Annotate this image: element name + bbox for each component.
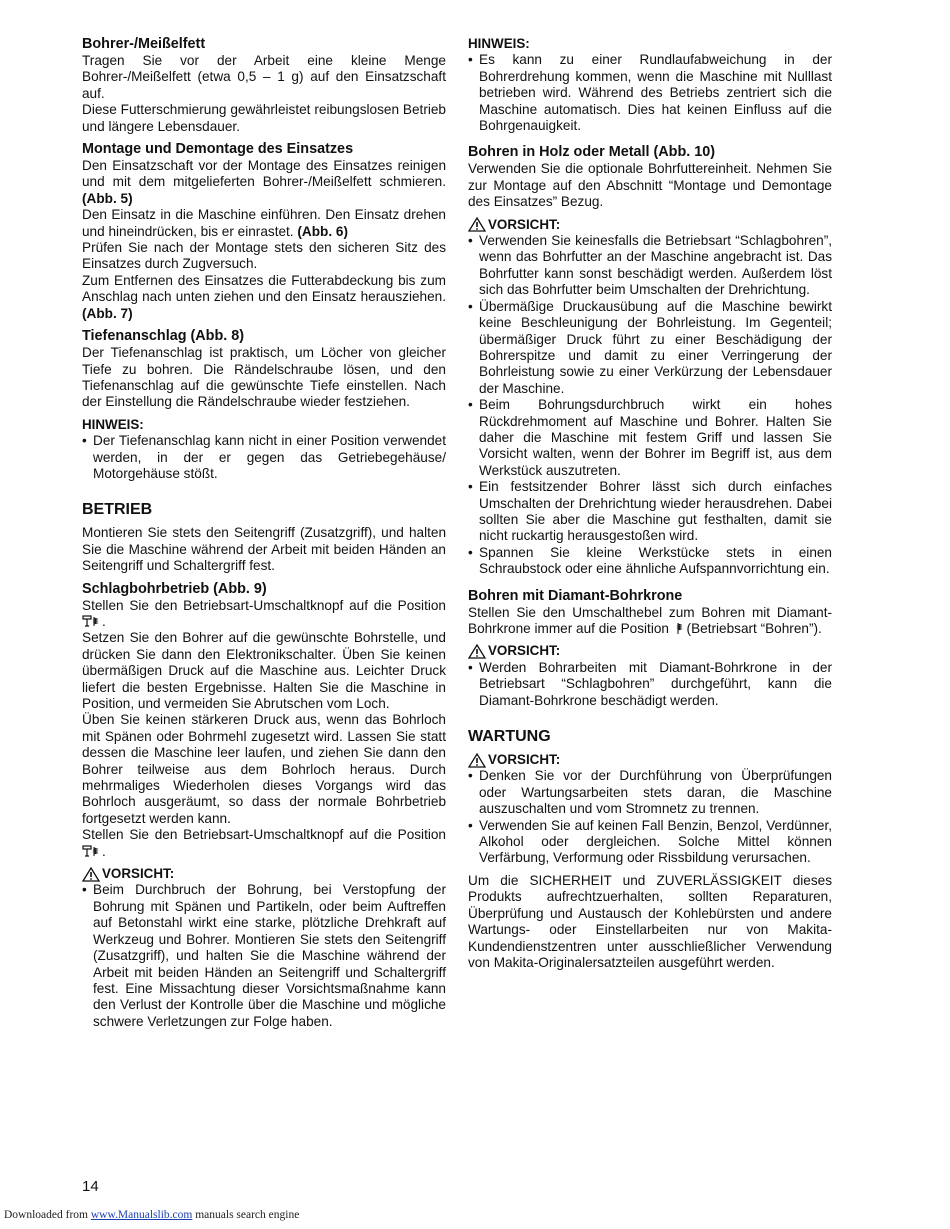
- caution-label: VORSICHT:: [468, 217, 832, 233]
- manualslib-link[interactable]: www.Manualslib.com: [90, 1209, 193, 1221]
- paragraph: Den Einsatz in die Maschine einführen. Den Einsatz drehen und hineindrücken, bis er einrastet. (Abb. 6): [82, 207, 446, 239]
- caution-label: VORSICHT:: [468, 752, 832, 768]
- drill-bit-icon: [673, 622, 683, 635]
- paragraph: Stellen Sie den Betriebsart-Umschaltknopf auf die Position .: [82, 597, 446, 629]
- paragraph: Der Tiefenanschlag ist praktisch, um Löcher von gleicher Tiefe zu bohren. Die Rändelschraube lösen, und den Tiefenanschlag auf die gewünschte Tiefe einstellen. Nach der Einstellung die Rändelschraube wieder festziehen.: [82, 345, 446, 410]
- paragraph: Montieren Sie stets den Seitengriff (Zusatzgriff), und halten Sie die Maschine während der Arbeit mit beiden Händen an Seitengriff und Schaltergriff fest.: [82, 525, 446, 574]
- list-item: • Ein festsitzender Bohrer lässt sich durch einfaches Umschalten der Drehrichtung wieder herausdrehen. Dabei sollten Sie aber die Maschine gut festhalten, damit sie nicht ruckartig herausgestoßen wird.: [468, 479, 832, 545]
- bullet-list: [468, 52, 832, 134]
- paragraph: Prüfen Sie nach der Montage stets den sicheren Sitz des Einsatzes durch Zugversuch.: [82, 240, 446, 272]
- bullet-list: [468, 768, 832, 866]
- chapter-title: WARTUNG: [468, 728, 551, 746]
- list-item: • Werden Bohrarbeiten mit Diamant-Bohrkrone in der Betriebsart “Schlagbohren” durchgeführt, kann die Diamant-Bohrkrone beschädigt werden.: [468, 660, 832, 709]
- warning-triangle-icon: [468, 217, 486, 232]
- paragraph: Zum Entfernen des Einsatzes die Futterabdeckung bis zum Anschlag nach unten ziehen und den Einsatz herausziehen. (Abb. 7): [82, 272, 446, 321]
- bullet-list: [468, 660, 832, 709]
- paragraph: Verwenden Sie die optionale Bohrfuttereinheit. Nehmen Sie zur Montage auf den Abschnitt “Montage und Demontage des Einsatzes” Bezug.: [468, 161, 832, 210]
- left-column: [82, 36, 446, 1030]
- paragraph: Den Einsatzschaft vor der Montage des Einsatzes reinigen und mit dem mitgelieferten Bohrer-/Meißelfett schmieren. (Abb. 5): [82, 158, 446, 206]
- section-title: Bohrer-/Meißelfett: [82, 36, 206, 52]
- list-item: • Denken Sie vor der Durchführung von Überprüfungen oder Wartungsarbeiten stets daran, die Maschine auszuschalten und vom Stromnetz zu trennen.: [468, 768, 832, 817]
- list-item: • Der Tiefenanschlag kann nicht in einer Position verwendet werden, in der er gegen das Getriebegehäuse/ Motorgehäuse stößt.: [82, 433, 446, 482]
- section-title: Montage und Demontage des Einsatzes: [82, 141, 354, 158]
- hammer-drill-icon: [82, 615, 102, 628]
- section-title: Bohren mit Diamant-Bohrkrone: [468, 587, 683, 604]
- paragraph: Setzen Sie den Bohrer auf die gewünschte Bohrstelle, und drücken Sie dann den Elektronikschalter. Üben Sie keinen übermäßigen Druck auf die Maschine aus. Leichter Druck liefert die besten Ergebnisse. Halten Sie die Maschine in Position, und vermeiden Sie Abrutschen vom Loch.: [82, 630, 446, 711]
- hammer-drill-icon: [82, 845, 102, 858]
- right-column: [468, 36, 832, 971]
- bullet-list: [82, 882, 446, 1030]
- section-title: Bohren in Holz oder Metall (Abb. 10): [468, 144, 716, 161]
- list-item: • Es kann zu einer Rundlaufabweichung in der Bohrerdrehung kommen, wenn die Maschine mit Nulllast betrieben wird. Während des Betriebs zentriert sich die Maschine automatisch. Dies hat keinen Einfluss auf die Bohrgenauigkeit.: [468, 52, 832, 134]
- list-item: • Beim Bohrungsdurchbruch wirkt ein hohes Rückdrehmoment auf Maschine und Bohrer. Halten Sie daher die Maschine mit festem Griff und lassen Sie Vorsicht walten, wenn der Bohrer im Begriff ist, aus dem Werkstück auszutreten.: [468, 397, 832, 479]
- paragraph: Tragen Sie vor der Arbeit eine kleine Menge Bohrer-/Meißelfett (etwa 0,5 – 1 g) auf den Einsatzschaft auf.: [82, 53, 446, 101]
- list-item: • Verwenden Sie keinesfalls die Betriebsart “Schlagbohren”, wenn das Bohrfutter an der Maschine angebracht ist. Das Bohrfutter kann sonst beschädigt werden. Außerdem löst sich das Bohrfutter beim Umschalten der Drehrichtung.: [468, 233, 832, 299]
- caution-label: VORSICHT:: [468, 643, 832, 659]
- paragraph: Diese Futterschmierung gewährleistet reibungslosen Betrieb und längere Lebensdauer.: [82, 102, 446, 134]
- list-item: • Beim Durchbruch der Bohrung, bei Verstopfung der Bohrung mit Spänen und Partikeln, oder beim Auftreffen auf Betonstahl wirkt eine starke, plötzliche Drehkraft auf Werkzeug und Bohrer. Montieren Sie stets den Seitengriff (Zusatzgriff), und halten Sie die Maschine während der Arbeit mit beiden Händen an Seitengriff und Schaltergriff fest. Eine Missachtung dieser Vorsichtsmaßnahme kann den Verlust der Kontrolle über die Maschine und mögliche schwere Verletzungen zur Folge haben.: [82, 882, 446, 1030]
- warning-triangle-icon: [468, 644, 486, 659]
- section-title: Tiefenanschlag (Abb. 8): [82, 328, 245, 345]
- bullet-list: [468, 233, 832, 578]
- paragraph: Stellen Sie den Umschalthebel zum Bohren mit Diamant-Bohrkrone immer auf die Position (Betriebsart “Bohren”).: [468, 604, 832, 636]
- warning-triangle-icon: [82, 867, 100, 882]
- list-item: • Übermäßige Druckausübung auf die Maschine bewirkt keine Beschleunigung der Bohrleistung. Im Gegenteil; übermäßiger Druck führt zu einer Beschädigung der Bohrerspitze und damit zu einer Verringerung der Bohrleistung sowie zu einer Verkürzung der Lebensdauer der Maschine.: [468, 299, 832, 397]
- page-number: 14: [82, 1178, 99, 1195]
- paragraph: Üben Sie keinen stärkeren Druck aus, wenn das Bohrloch mit Spänen oder Bohrmehl zugesetzt wird. Lassen Sie statt dessen die Maschine leer laufen, und ziehen Sie dann den Bohrer teilweise aus dem Bohrloch heraus. Durch mehrmaliges Wiederholen dieses Vorgangs wird das Bohrloch ausgeräumt, so dass der normale Bohrbetrieb fortgesetzt werden kann.: [82, 712, 446, 826]
- paragraph: Stellen Sie den Betriebsart-Umschaltknopf auf die Position .: [82, 827, 446, 859]
- bullet-list: [82, 433, 446, 482]
- paragraph: Um die SICHERHEIT und ZUVERLÄSSIGKEIT dieses Produkts aufrechtzuerhalten, sollten Reparaturen, Überprüfung und Austausch der Kohlebürsten und andere Wartungs- oder Einstellarbeiten nur von Makita-Kundendienstzentren unter ausschließlicher Verwendung von Makita-Originalersatzteilen ausgeführt werden.: [468, 872, 832, 970]
- warning-triangle-icon: [468, 753, 486, 768]
- section-title: Schlagbohrbetrieb (Abb. 9): [82, 580, 267, 597]
- caution-label: VORSICHT:: [82, 866, 446, 882]
- note-label: HINWEIS:: [468, 36, 530, 51]
- note-label: HINWEIS:: [82, 416, 144, 432]
- chapter-title: BETRIEB: [82, 501, 153, 519]
- download-footer: Downloaded from www.Manualslib.com manuals search engine: [4, 1209, 300, 1221]
- list-item: • Verwenden Sie auf keinen Fall Benzin, Benzol, Verdünner, Alkohol oder dergleichen. Solche Mittel können Verfärbung, Verformung oder Rissbildung verursachen.: [468, 818, 832, 867]
- list-item: • Spannen Sie kleine Werkstücke stets in einen Schraubstock oder eine ähnliche Aufspannvorrichtung ein.: [468, 545, 832, 578]
